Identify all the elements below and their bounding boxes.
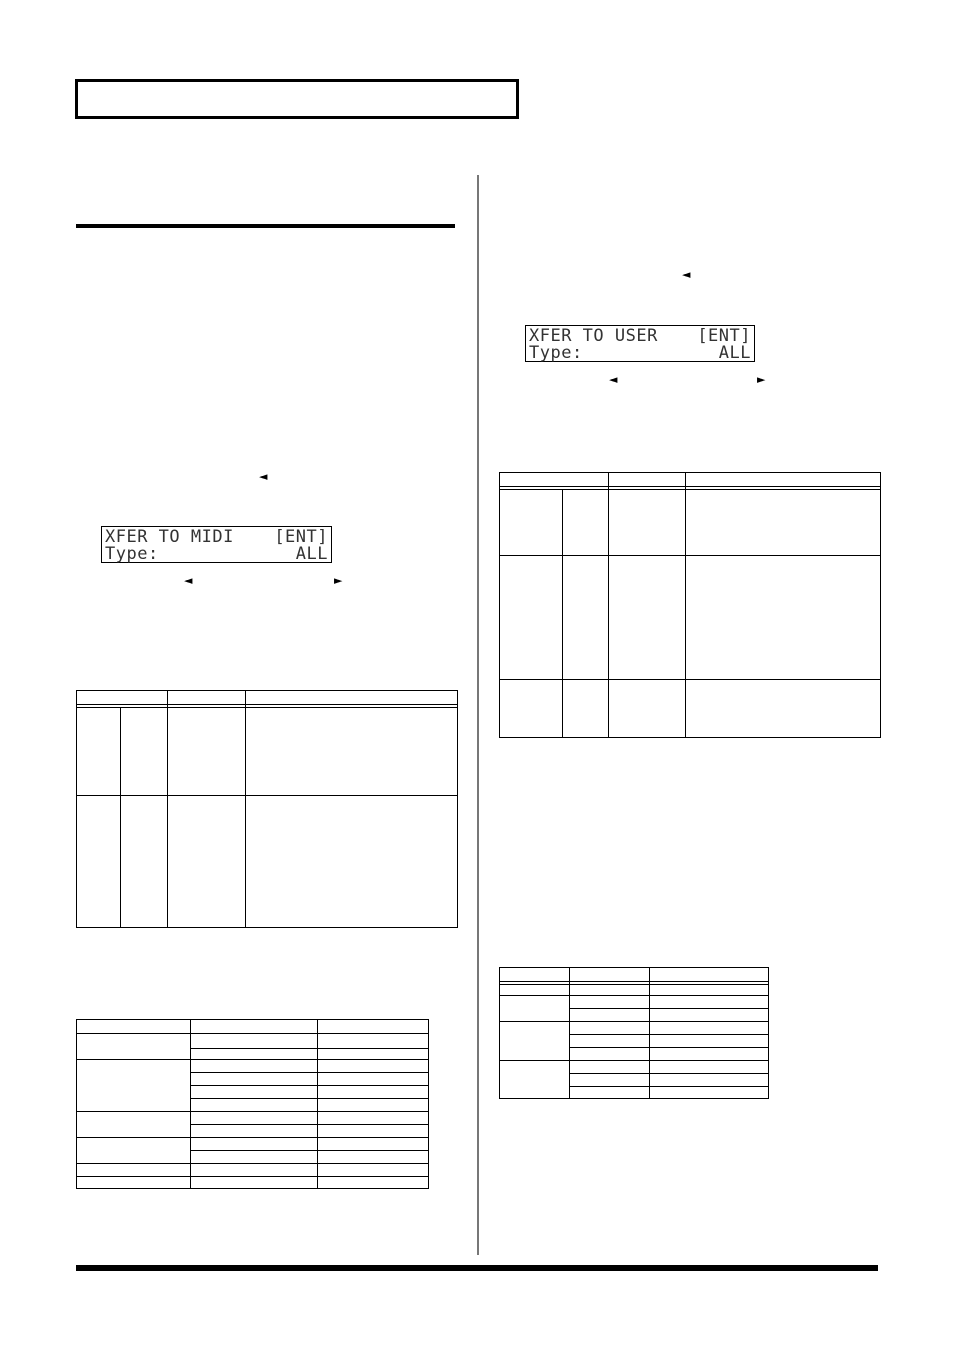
parameter-table-right bbox=[499, 967, 770, 1101]
left-arrow-icon: ◄ bbox=[682, 268, 691, 281]
lcd-line2-left: Type: bbox=[529, 343, 583, 363]
column-divider bbox=[477, 175, 479, 1255]
section-rule bbox=[76, 224, 455, 228]
left-arrow-icon: ◄ bbox=[184, 574, 193, 587]
page-header-box bbox=[75, 79, 519, 119]
lcd-line1-right: [ENT] bbox=[697, 326, 751, 346]
footer-rule bbox=[76, 1265, 878, 1271]
lcd-line1-left: XFER TO MIDI bbox=[105, 527, 234, 547]
lcd-line1-left: XFER TO USER bbox=[529, 326, 658, 346]
lcd-line2-right: ALL bbox=[295, 544, 328, 564]
left-arrow-icon: ◄ bbox=[609, 373, 618, 386]
lcd-display-xfer-to-user bbox=[525, 325, 755, 362]
right-arrow-icon: ► bbox=[757, 373, 766, 386]
lcd-line2-left: Type: bbox=[105, 544, 159, 564]
left-arrow-icon: ◄ bbox=[259, 470, 268, 483]
transfer-type-table-right bbox=[499, 472, 882, 740]
parameter-table-left bbox=[76, 1019, 430, 1191]
lcd-line2-right: ALL bbox=[718, 343, 751, 363]
lcd-line1-right: [ENT] bbox=[274, 527, 328, 547]
transfer-type-table-left bbox=[76, 690, 459, 930]
lcd-display-xfer-to-midi bbox=[101, 526, 332, 563]
right-arrow-icon: ► bbox=[334, 574, 343, 587]
